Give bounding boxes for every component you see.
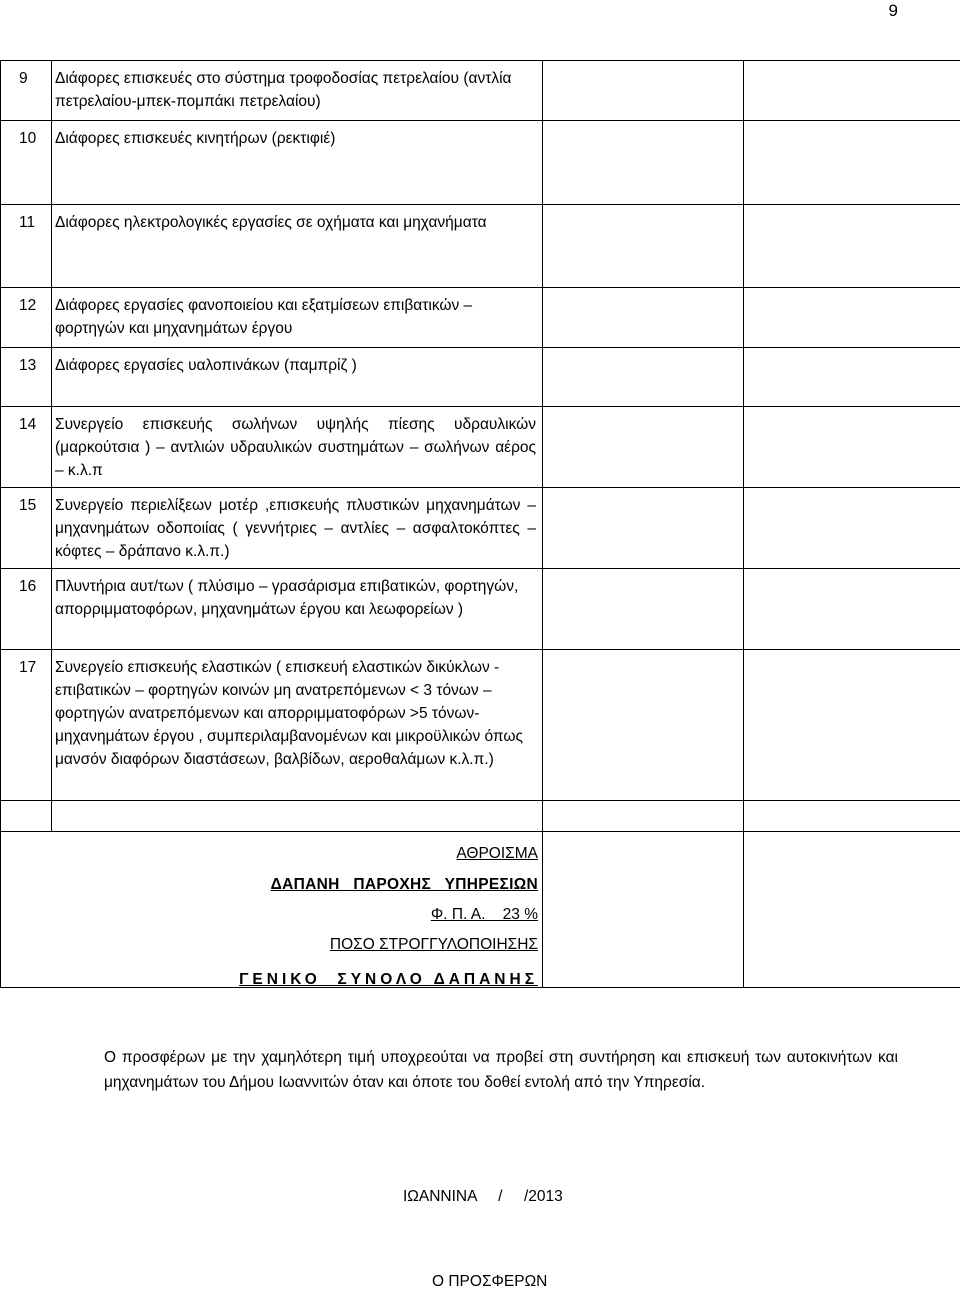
item-description: Συνεργείο επισκευής ελαστικών ( επισκευή ελαστικών δικύκλων - επιβατικών – φορτηγών κοινών μη ανατρεπόμενων < 3 τόνων – φορτηγών ανατρεπόμενων και απορριμματοφόρων >5 τόνων- μηχανημάτων έργου , συμπεριλαμβανομένων και μικροϋλικών όπως μανσόν διαφόρων διαστάσεων, βαλβίδων, αεροθαλάμων κ.λ.π.) [52,650,542,771]
item-number: 9 [1,61,51,90]
vat-label: Φ. Π. Α. 23 % [431,903,538,926]
item-number: 14 [1,407,51,436]
total-label: ΑΘΡΟΙΣΜΑ [456,842,538,865]
table-row [1,288,960,348]
place-date: ΙΩΑΝΝΙΝΑ / /2013 [403,1185,563,1208]
signature-label: Ο ΠΡΟΣΦΕΡΩΝ [432,1270,547,1293]
item-description: Διάφορες εργασίες υαλοπινάκων (παμπρίζ ) [52,348,542,377]
table-row [1,205,960,288]
grand-total-label: ΓΕΝΙΚΟ ΣΥΝΟΛΟ ΔΑΠΑΝΗΣ [239,968,538,991]
table-row [1,121,960,205]
table-row [1,488,960,569]
total-cell [744,288,960,348]
unit-price-cell [543,407,744,488]
unit-price-cell [543,61,744,121]
table-row [1,569,960,650]
table-row [1,650,960,801]
unit-price-cell [543,488,744,569]
unit-price-cell [543,288,744,348]
summary-value-cell [744,832,960,988]
item-number: 12 [1,288,51,317]
service-cost-label: ΔΑΠΑΝΗ ΠΑΡΟΧΗΣ ΥΠΗΡΕΣΙΩΝ [271,873,538,896]
summary-labels [1,832,543,988]
item-number: 10 [1,121,51,150]
price-table [0,60,960,988]
obligation-note: Ο προσφέρων με την χαμηλότερη τιμή υποχρεούται να προβεί στη συντήρηση και επισκευή των αυτοκινήτων και μηχανημάτων του Δήμου Ιωαννιτών όταν και όποτε του δοθεί εντολή από την Υπηρεσία. [104,1045,898,1095]
summary-row [1,832,960,988]
unit-price-cell [543,121,744,205]
unit-price-cell [543,348,744,407]
total-cell [744,348,960,407]
page-number: 9 [889,0,898,22]
unit-price-cell [543,569,744,650]
table-row [1,407,960,488]
total-cell [744,569,960,650]
table-row [1,348,960,407]
item-description: Συνεργείο περιελίξεων μοτέρ ,επισκευής πλυστικών μηχανημάτων – μηχανημάτων οδοποιίας ( γεννήτριες – αντλίες – ασφαλτοκόπτες – κόφτες – δράπανο κ.λ.π.) [52,488,542,563]
item-number: 11 [1,205,51,234]
item-number: 17 [1,650,51,679]
total-cell [744,650,960,801]
unit-price-cell [543,650,744,801]
total-cell [744,121,960,205]
rounding-label: ΠΟΣΟ ΣΤΡΟΓΓΥΛΟΠΟΙΗΣΗΣ [330,933,538,956]
total-cell [744,407,960,488]
summary-value-cell [543,832,744,988]
item-description: Συνεργείο επισκευής σωλήνων υψηλής πίεσης υδραυλικών (μαρκούτσια ) – αντλιών υδραυλικών συστημάτων – σωλήνων αέρος – κ.λ.π [52,407,542,482]
item-number: 15 [1,488,51,517]
item-description: Διάφορες επισκευές στο σύστημα τροφοδοσίας πετρελαίου (αντλία πετρελαίου-μπεκ-πομπάκι πετρελαίου) [52,61,542,113]
unit-price-cell [543,205,744,288]
total-cell [744,205,960,288]
table-row [1,61,960,121]
item-description: Διάφορες ηλεκτρολογικές εργασίες σε οχήματα και μηχανήματα [52,205,542,234]
total-cell [744,488,960,569]
item-description: Διάφορες εργασίες φανοποιείου και εξατμίσεων επιβατικών – φορτηγών και μηχανημάτων έργου [52,288,542,340]
item-description: Διάφορες επισκευές κινητήρων (ρεκτιφιέ) [52,121,542,150]
item-number: 16 [1,569,51,598]
item-description: Πλυντήρια αυτ/των ( πλύσιμο – γρασάρισμα επιβατικών, φορτηγών, απορριμματοφόρων, μηχανημάτων έργου και λεωφορείων ) [52,569,542,621]
table-row-blank [1,801,960,832]
total-cell [744,61,960,121]
item-number: 13 [1,348,51,377]
